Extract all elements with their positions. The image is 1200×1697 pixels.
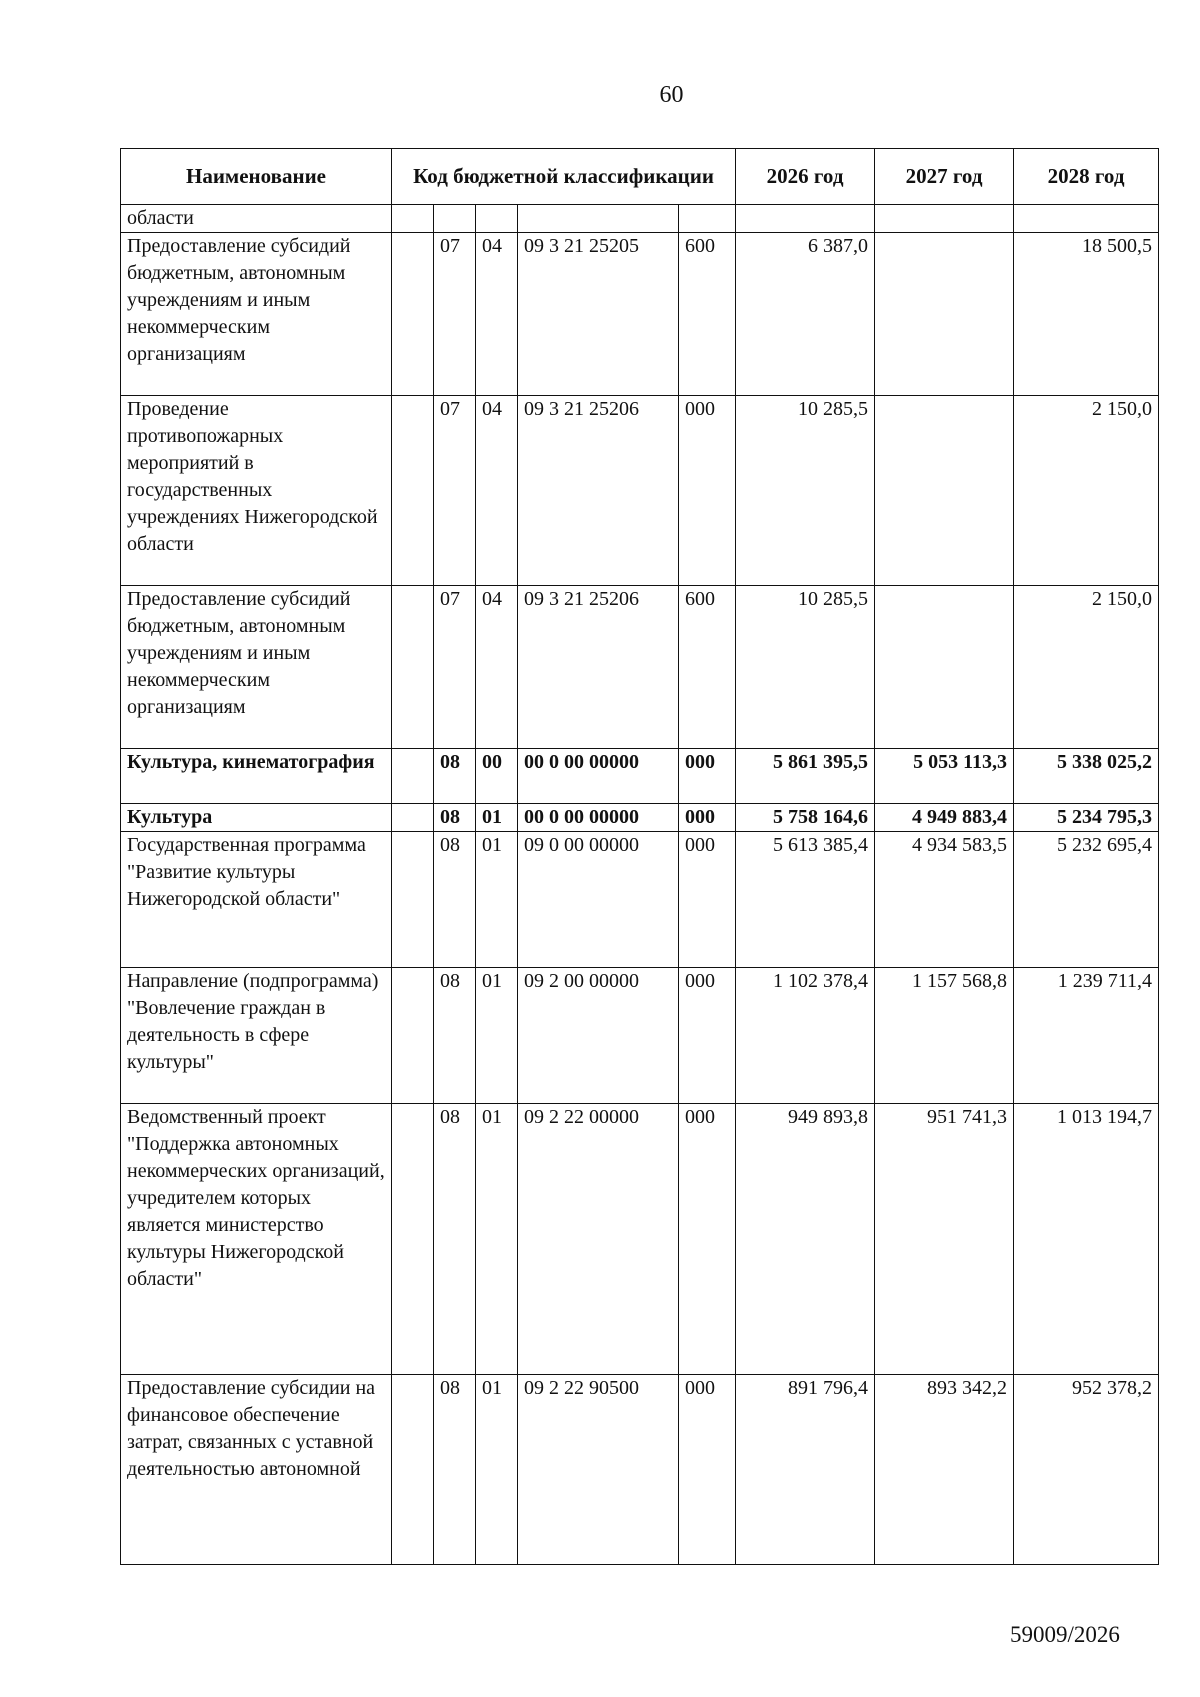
header-2026: 2026 год [736,149,875,205]
row-value-2028: 1 013 194,7 [1014,1104,1159,1375]
row-gap [392,1104,434,1375]
header-2028: 2028 год [1014,149,1159,205]
row-value-2026: 891 796,4 [736,1375,875,1565]
row-value-2028: 2 150,0 [1014,396,1159,586]
row-value-2026: 6 387,0 [736,233,875,396]
row-section-code: 08 [434,832,476,968]
row-name: области [121,205,392,233]
row-value-2028: 5 232 695,4 [1014,832,1159,968]
row-section-code: 08 [434,749,476,804]
row-value-2026: 10 285,5 [736,586,875,749]
row-target-article-code: 09 2 22 00000 [518,1104,679,1375]
row-expense-type-code: 000 [679,749,736,804]
row-value-2028: 5 338 025,2 [1014,749,1159,804]
row-target-article-code: 00 0 00 00000 [518,804,679,832]
page-number: 60 [659,82,684,108]
row-expense-type-code [679,205,736,233]
row-expense-type-code: 000 [679,1375,736,1565]
row-value-2026: 949 893,8 [736,1104,875,1375]
row-expense-type-code: 000 [679,1104,736,1375]
row-name: Ведомственный проект "Поддержка автономных некоммерческих организаций, учредителем которых является министерство культуры Нижегородской области" [121,1104,392,1375]
row-value-2027: 4 949 883,4 [875,804,1014,832]
row-name: Предоставление субсидий бюджетным, автономным учреждениям и иным некоммерческим организациям [121,233,392,396]
row-value-2026: 10 285,5 [736,396,875,586]
table-row [121,396,1159,586]
row-value-2026: 5 758 164,6 [736,804,875,832]
row-value-2026: 5 613 385,4 [736,832,875,968]
row-subsection-code [476,205,518,233]
row-value-2027 [875,396,1014,586]
table-row [121,1375,1159,1565]
row-value-2028 [1014,205,1159,233]
row-subsection-code: 01 [476,832,518,968]
header-name: Наименование [121,149,392,205]
row-subsection-code: 01 [476,804,518,832]
row-name: Культура, кинематография [121,749,392,804]
table-row [121,1104,1159,1375]
table-row [121,968,1159,1104]
row-value-2027: 4 934 583,5 [875,832,1014,968]
row-gap [392,396,434,586]
row-value-2027 [875,205,1014,233]
row-expense-type-code: 600 [679,233,736,396]
row-value-2027: 951 741,3 [875,1104,1014,1375]
row-subsection-code: 01 [476,1375,518,1565]
row-name: Предоставление субсидии на финансовое обеспечение затрат, связанных с уставной деятельностью автономной [121,1375,392,1565]
table-row [121,205,1159,233]
budget-table [120,148,1159,1565]
row-gap [392,586,434,749]
row-target-article-code: 09 2 00 00000 [518,968,679,1104]
row-target-article-code: 09 3 21 25206 [518,586,679,749]
row-target-article-code: 09 2 22 90500 [518,1375,679,1565]
table-row [121,586,1159,749]
row-gap [392,749,434,804]
row-name: Предоставление субсидий бюджетным, автономным учреждениям и иным некоммерческим организациям [121,586,392,749]
row-gap [392,1375,434,1565]
header-code: Код бюджетной классификации [392,149,736,205]
row-target-article-code: 09 3 21 25205 [518,233,679,396]
row-value-2027: 1 157 568,8 [875,968,1014,1104]
row-section-code: 08 [434,804,476,832]
row-subsection-code: 01 [476,968,518,1104]
row-subsection-code: 04 [476,586,518,749]
row-expense-type-code: 000 [679,832,736,968]
row-gap [392,968,434,1104]
row-target-article-code: 00 0 00 00000 [518,749,679,804]
row-name: Направление (подпрограмма) "Вовлечение граждан в деятельность в сфере культуры" [121,968,392,1104]
row-value-2028: 5 234 795,3 [1014,804,1159,832]
row-expense-type-code: 000 [679,804,736,832]
row-name: Культура [121,804,392,832]
row-subsection-code: 01 [476,1104,518,1375]
row-value-2028: 18 500,5 [1014,233,1159,396]
row-gap [392,205,434,233]
row-section-code [434,205,476,233]
row-target-article-code [518,205,679,233]
row-expense-type-code: 600 [679,586,736,749]
table-row [121,832,1159,968]
row-section-code: 08 [434,968,476,1104]
row-gap [392,804,434,832]
table-row [121,804,1159,832]
row-value-2028: 2 150,0 [1014,586,1159,749]
row-expense-type-code: 000 [679,968,736,1104]
row-expense-type-code: 000 [679,396,736,586]
row-value-2027: 893 342,2 [875,1375,1014,1565]
row-section-code: 08 [434,1104,476,1375]
row-subsection-code: 04 [476,233,518,396]
document-number: 59009/2026 [1010,1622,1120,1647]
row-section-code: 07 [434,233,476,396]
row-gap [392,233,434,396]
row-value-2027 [875,586,1014,749]
row-target-article-code: 09 3 21 25206 [518,396,679,586]
row-value-2027: 5 053 113,3 [875,749,1014,804]
row-value-2026: 5 861 395,5 [736,749,875,804]
row-name: Государственная программа "Развитие культуры Нижегородской области" [121,832,392,968]
table-row [121,749,1159,804]
header-2027: 2027 год [875,149,1014,205]
row-value-2027 [875,233,1014,396]
row-value-2028: 952 378,2 [1014,1375,1159,1565]
row-target-article-code: 09 0 00 00000 [518,832,679,968]
row-subsection-code: 04 [476,396,518,586]
row-value-2026 [736,205,875,233]
row-value-2026: 1 102 378,4 [736,968,875,1104]
row-section-code: 07 [434,396,476,586]
row-name: Проведение противопожарных мероприятий в государственных учреждениях Нижегородской области [121,396,392,586]
row-subsection-code: 00 [476,749,518,804]
row-gap [392,832,434,968]
table-row [121,233,1159,396]
row-section-code: 07 [434,586,476,749]
row-section-code: 08 [434,1375,476,1565]
row-value-2028: 1 239 711,4 [1014,968,1159,1104]
